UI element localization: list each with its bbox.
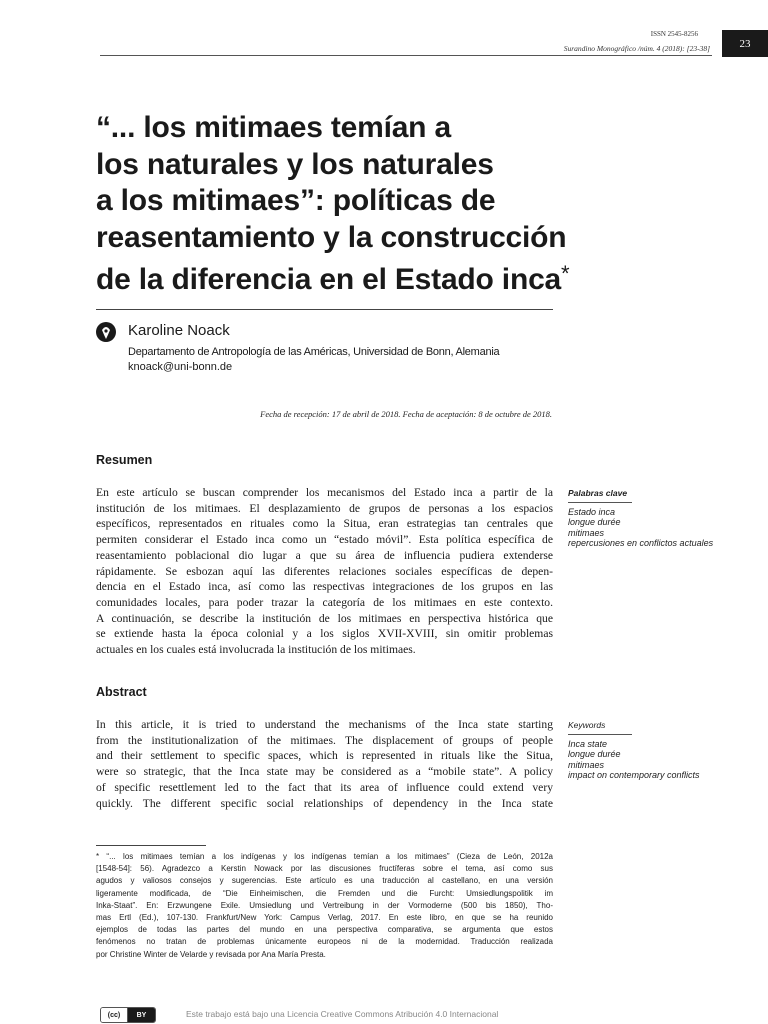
cc-icon: (cc) [101, 1008, 128, 1022]
title-divider [96, 309, 553, 310]
title-footnote-mark[interactable]: * [561, 261, 570, 286]
resumen-heading: Resumen [96, 453, 153, 467]
title-line: reasentamiento y la construcción [96, 220, 567, 254]
abstract-line: In this article, it is tried to understand the mechanisms of the Inca state starting [96, 718, 553, 731]
footnote [96, 851, 553, 961]
footnote-line: Inka-Staat”. En: Erzwungene Exile. Umsiedlung und Vertreibung in der Vormoderne (500 bis 1850), Tho- [96, 900, 553, 910]
resumen-line: reasentamiento poblacional dio lugar a que su área de influencia pudiera extenderse [96, 548, 553, 562]
keyword-item: mitimaes [568, 527, 605, 538]
footnote-line: ejemplos de todas las partes del mundo en una perspectiva comparativa, se argumenta que estos [96, 925, 553, 935]
title-line: los naturales y los naturales [96, 147, 494, 181]
keywords-heading: Keywords [568, 720, 606, 730]
title-line-text: de la diferencia en el Estado inca [96, 263, 562, 296]
keyword-item: longue durée [568, 517, 621, 527]
footnote-line: * “... los mitimaes temían a los indígenas y los indígenas temían a los mitimaes” (Cieza de León, 2012a [96, 852, 553, 861]
issn: ISSN 2545-8256 [650, 30, 698, 38]
keyword-item: repercusiones en conflictos actuales [568, 538, 714, 548]
resumen-line: institución de los mitimaes. El desplazamiento de grupos de personas a los espacios [96, 501, 553, 515]
keywords-divider [568, 734, 632, 735]
resumen-line: rápidamente. Se esbozan aquí las diferentes relaciones sociales específicas de depen- [96, 564, 553, 578]
keyword-item: impact on contemporary conflicts [568, 770, 700, 780]
abstract-heading: Abstract [96, 685, 147, 699]
abstract-line: and their settlement to specific spaces, which is represented in rituals like the Situa, [96, 749, 553, 763]
submission-dates: Fecha de recepción: 17 de abril de 2018. Fecha de aceptación: 8 de octubre de 2018. [260, 409, 552, 419]
author-affiliation: Departamento de Antropología de las Américas, Universidad de Bonn, Alemania [128, 346, 500, 358]
resumen-line: específicos, representados en rituales como la Situa, eran estrategias tan centrales que [96, 517, 553, 531]
cc-by-badge[interactable] [100, 1007, 156, 1023]
resumen-line: se extiende hasta la época colonial y a los siglos XVII-XVIII, sin omitir problemas [96, 627, 553, 641]
keyword-item: mitimaes [568, 759, 605, 770]
title-line: “... los mitimaes temían a [96, 111, 451, 144]
palabras-clave-heading: Palabras clave [568, 488, 628, 498]
resumen-line: actuales en los cuales está involucrada la institución de los mitimaes. [96, 643, 416, 657]
by-icon: BY [128, 1008, 155, 1022]
resumen-text [96, 485, 553, 658]
resumen-line: A continuación, se describe la institución de los mitimaes en perspectiva histórica que [96, 611, 553, 625]
footnote-line: agudos y valiosos consejos y sugerencias. Este artículo es una traducción al castellano, en una versión [96, 876, 553, 886]
title-line [96, 256, 656, 299]
orcid-icon[interactable] [96, 322, 116, 342]
abstract-line: were so strategic, that the Inca state may be considered as a “mobile state”. A policy [96, 765, 553, 779]
article-title [96, 110, 656, 299]
abstract-line: of specific resettlement led to the fact that its area of influence could extend very [96, 780, 553, 794]
abstract-text [96, 717, 553, 811]
resumen-line: dencia en el Estado inca, así como las respectivas integraciones de los grupos en las [96, 580, 553, 594]
resumen-line: comunidades locales, para poder trazar la categoría de los mitimaes en este contexto. [96, 595, 553, 609]
abstract-line: from the institutionalization of the mitimaes. The displacement of groups of people [96, 733, 553, 747]
keyword-item: Inca state [568, 738, 608, 749]
page-number: 23 [722, 30, 768, 57]
resumen-line: permiten considerar el Estado inca como un “estado móvil”. Esta política específica de [96, 533, 553, 547]
title-line: a los mitimaes”: políticas de [96, 184, 496, 217]
author-email[interactable]: knoack@uni-bonn.de [128, 361, 233, 373]
footnote-line: fenómenos no tratan de problemas únicamente europeos ni de la modernidad. Traducción realizada [96, 937, 553, 947]
footnote-divider [96, 845, 206, 846]
keywords-block [568, 720, 700, 781]
footnote-line: por Christine Winter de Velarde y revisada por Ana María Presta. [96, 949, 326, 959]
keyword-item: Estado inca [568, 506, 616, 517]
footnote-line: ligeramente modificada, de “Die Einheimischen, die Fremden und die Furcht: Umsiedlungspolitik im [96, 888, 553, 898]
journal-citation: Surandino Monográfico /núm. 4 (2018): [23-38] [563, 44, 710, 53]
header-divider [100, 55, 712, 56]
abstract-line: quickly. The different specific social relationships of dependency in the Inca state [96, 796, 553, 810]
footnote-line: [1548-54]: 56). Agradezco a Kerstin Nowack por las discusiones fructíferas sobre el tema, así como sus [96, 864, 553, 874]
author-name: Karoline Noack [128, 322, 230, 339]
resumen-line: En este artículo se buscan comprender los mecanismos del Estado inca a partir de la [96, 486, 553, 499]
license-text[interactable]: Este trabajo está bajo una Licencia Creative Commons Atribución 4.0 Internacional [186, 1009, 499, 1019]
keywords-divider [568, 502, 632, 503]
palabras-clave-block [568, 488, 713, 549]
footnote-line: mas Ertl (Ed.), 107-130. Frankfurt/New York: Campus Verlag, 2017. En este libro, en que se ha reunido [96, 913, 553, 923]
keyword-item: longue durée [568, 749, 621, 759]
